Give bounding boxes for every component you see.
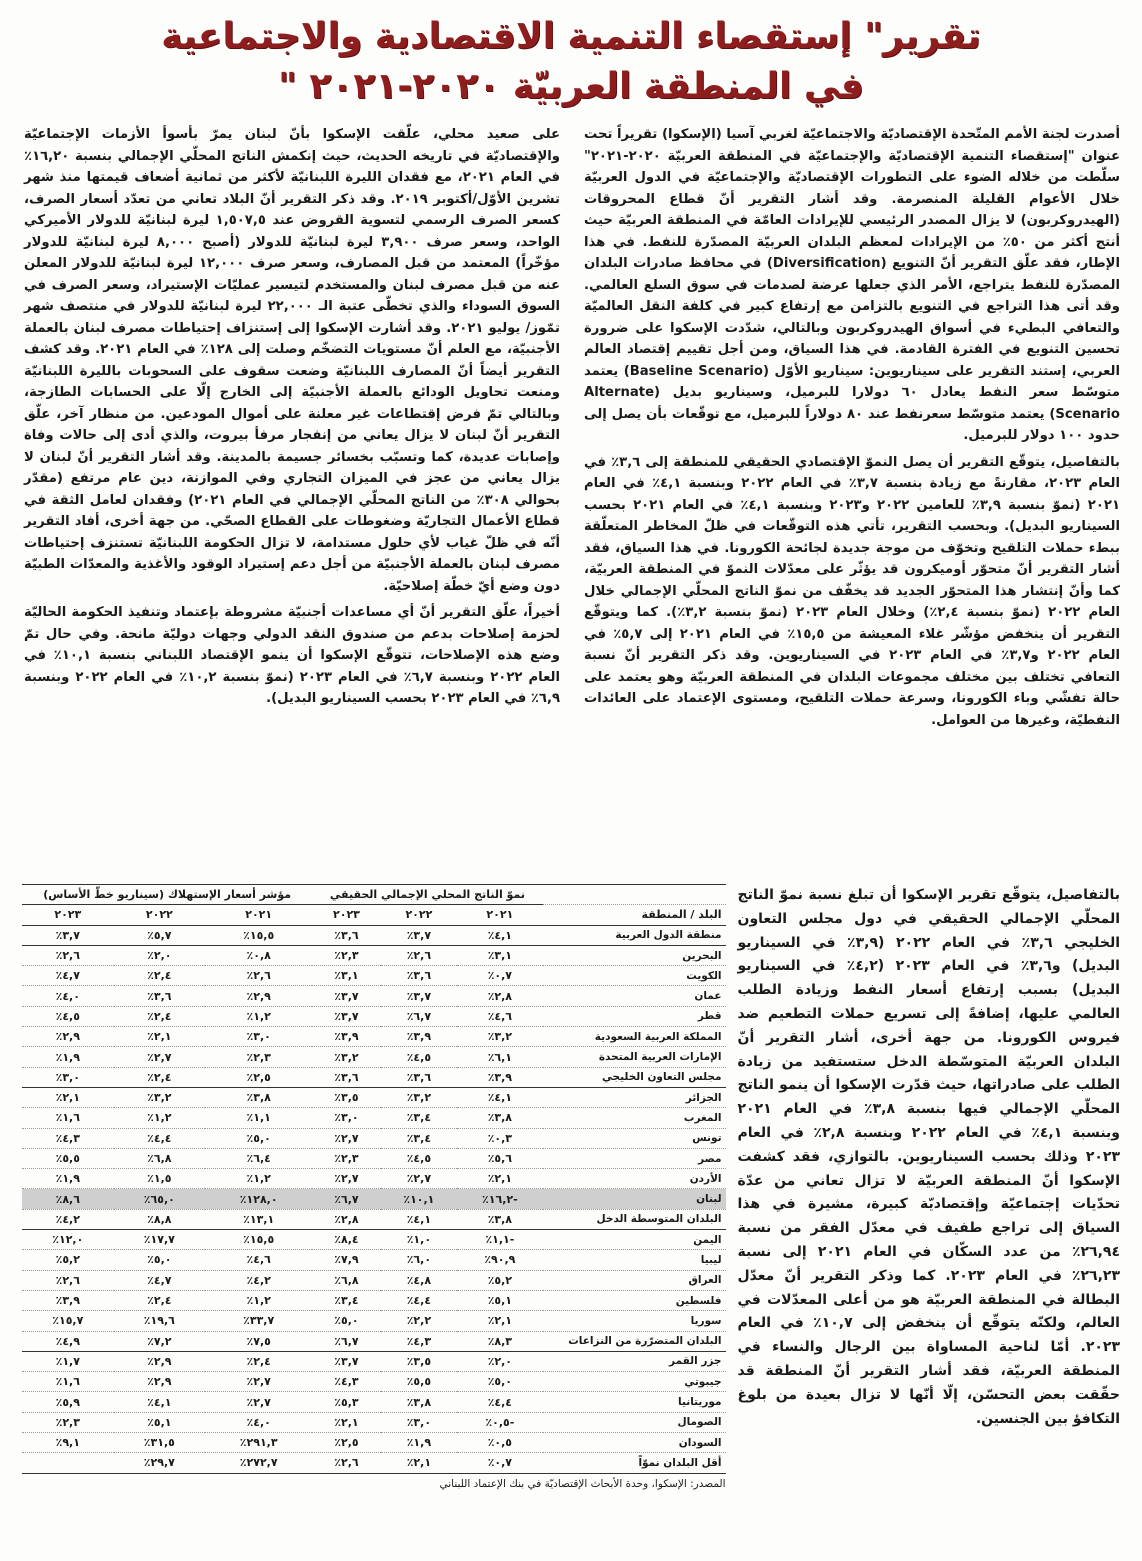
country-cell: تونس [543,1128,726,1148]
country-cell: الصومال [543,1412,726,1432]
cpi-cell: ١,٢٪ [205,1290,312,1310]
gdp-cell: ٢,١٪ [312,1412,380,1432]
gdp-cell: ٣,٤٪ [312,1290,380,1310]
country-cell: موريتانيا [543,1392,726,1412]
country-cell: مصر [543,1148,726,1168]
country-cell: الأردن [543,1169,726,1189]
table-row [22,925,726,945]
gdp-cell: -٠,٥٪ [457,1412,542,1432]
country-cell: الجزائر [543,1087,726,1107]
cpi-cell: ٥,٧٪ [114,925,205,945]
cpi-cell: ٦,٨٪ [114,1148,205,1168]
gdp-cell: ٢,٧٪ [381,1169,458,1189]
table-row [22,1453,726,1473]
gdp-cell: ٣,٨٪ [381,1392,458,1412]
gdp-cell: ٦,١٪ [457,1047,542,1067]
cpi-cell: ٣,٠٪ [22,1067,114,1087]
country-cell: جيبوتي [543,1372,726,1392]
table-row [22,1392,726,1412]
gdp-cell: ٥,٥٪ [381,1372,458,1392]
page-title-line1: تقرير" إستقصاء التنمية الاقتصادية والاجتماعية [161,16,981,57]
table-row [22,1372,726,1392]
page-title-line2: في المنطقة العربيّة ٢٠٢٠-٢٠٢١ " [278,66,864,107]
table-row [22,1148,726,1168]
country-cell: اليمن [543,1230,726,1250]
table-col-country: البلد / المنطقة [543,905,726,925]
gdp-cell: ٢,٧٪ [312,1169,380,1189]
table-col-year: ٢٠٢٣ [22,905,114,925]
country-cell: البلدان المتوسطة الدخل [543,1209,726,1229]
cpi-cell: ٤,٩٪ [22,1331,114,1351]
table-group-gdp: نموّ الناتج المحلي الإجمالي الحقيقي [312,885,542,905]
cpi-cell: ٢,٦٪ [22,945,114,965]
cpi-cell: ٤,٦٪ [205,1250,312,1270]
country-cell: ليبيا [543,1250,726,1270]
lower-section [22,884,1120,1524]
country-cell: الكويت [543,966,726,986]
cpi-cell: ٢,٤٪ [114,1290,205,1310]
cpi-cell: ٤,٤٪ [114,1128,205,1148]
cpi-cell: ٢,٣٪ [205,1047,312,1067]
gdp-cell: ٣,١٪ [312,966,380,986]
gdp-cell: ٣,٦٪ [312,925,380,945]
country-cell: عمان [543,986,726,1006]
gdp-cell: ٣,٦٪ [381,966,458,986]
gdp-cell: ٤,١٪ [381,1209,458,1229]
cpi-cell: ٢,١٪ [22,1087,114,1107]
gdp-cell: ٥,٣٪ [312,1392,380,1412]
gdp-cell: ٦,٠٪ [381,1250,458,1270]
cpi-cell: ١٧,٧٪ [114,1230,205,1250]
gdp-cell: ٤,٣٪ [312,1372,380,1392]
gdp-cell: ٥,١٪ [457,1290,542,1310]
cpi-cell: ٢,٤٪ [114,1067,205,1087]
gdp-cell: ٤,١٪ [457,925,542,945]
cpi-cell: ٣١,٥٪ [114,1433,205,1453]
table-row [22,1128,726,1148]
cpi-cell: ٤,٠٪ [22,986,114,1006]
cpi-cell: ٥,٩٪ [22,1392,114,1412]
cpi-cell: ٥,١٪ [114,1412,205,1432]
cpi-cell: ٢,٩٪ [114,1351,205,1371]
table-row [22,1331,726,1351]
gdp-cell: ٣,٥٪ [312,1087,380,1107]
table-row [22,1311,726,1331]
country-cell: جزر القمر [543,1351,726,1371]
table-col-year: ٢٠٢٣ [312,905,380,925]
gdp-cell: ٥,٢٪ [457,1270,542,1290]
gdp-cell: ٢,٣٪ [312,945,380,965]
cpi-cell: ٣,٢٪ [114,1087,205,1107]
cpi-cell: ٢,٤٪ [114,966,205,986]
gdp-cell: ٦,٧٪ [312,1189,380,1209]
right-column [584,124,1120,884]
cpi-cell: ٤,٧٪ [22,966,114,986]
gdp-cell: ٢,١٪ [457,1169,542,1189]
gdp-cell: ٥,٦٪ [457,1148,542,1168]
gdp-cell: ٣,٦٪ [381,1067,458,1087]
cpi-cell: ١,٩٪ [22,1169,114,1189]
gdp-cell: ٢,٠٪ [457,1351,542,1371]
table-row [22,1290,726,1310]
table-row [22,945,726,965]
gdp-cell: ٠,٧٪ [457,966,542,986]
cpi-cell: ٢,٩٪ [22,1027,114,1047]
cpi-cell: ١٢٨,٠٪ [205,1189,312,1209]
paragraph: بالتفاصيل، يتوقّع التقرير أن يصل النموّ الإقتصادي الحقيقي للمنطقة إلى ٣,٦٪ في العام ٢٠٢٣، مقارنةً مع زيادة بنسبة ٣,٧٪ في العام ٢٠٢٢ وبنسبة ٤,١٪ في العام ٢٠٢١ (نموّ بنسبة ٣,٩٪ للعامين ٢٠٢٢ و٢٠٢٣ وبنسبة ٤,١٪ في العام ٢٠٢١ بحسب السيناريو البديل). وبحسب التقرير، تأتي هذه التوقّعات في ظلّ المخاطر المتعلّقة ببطء حملات التلقيح وتخوّف من موجة جديدة لجائحة الكورونا. في هذا السياق، فقد أشار التقرير أنّ متحوّر أوميكرون قد يؤثّر على معدّلات النموّ في المنطقة العربيّة، كما وأنّ إنتشار هذا المتحوّر الجديد قد يخفّف من نموّ الناتج المحلّي الإجمالي خلال العام ٢٠٢٢ (نموّ بنسبة ٢,٤٪) وخلال العام ٢٠٢٣ (نموّ بنسبة ٣,٢٪). كما ويتوقّع التقرير أن ينخفض مؤشّر غلاء المعيشة من ١٥,٥٪ في العام ٢٠٢١ إلى ٥,٧٪ في العام ٢٠٢٢ و٣,٧٪ في العام ٢٠٢٣ في السيناريوين. وقد ذكر التقرير أنّ نسبة التعافي تختلف بين مختلف مجموعات البلدان في المنطقة العربيّة وهو يعتمد على حالة تفشّي وباء الكورونا، وسرعة حملات التلقيح، ومستوى الإعتماد على العائدات النفطيّة، وغيرها من العوامل. [584,454,1121,728]
gdp-cell: -١٦,٢٪ [457,1189,542,1209]
paragraph: أصدرت لجنة الأمم المتّحدة الإقتصاديّة والاجتماعيّة لغربي آسيا (الإسكوا) تقريراً تحت عنوان "إستقصاء التنمية الإقتصاديّة والإجتماعيّة في المنطقة العربيّة ٢٠٢٠-٢٠٢١" سلّطت من خلاله الضوء على التطورات الإقتصاديّة والإجتماعيّة في الدول العربيّة خلال الأعوام القليلة المنصرمة. وقد أشار التقرير أنّ قطاع المحروقات (الهيدروكربون) لا يزال المصدر الرئيسي للإيرادات العامّة في المنطقة العربيّة حيث أنتج أكثر من ٥٠٪ من الإيرادات لمعظم البلدان العربيّة المصدّرة للنفط. في هذا الإطار، فقد علّق التقرير أنّ التنويع (Diversification) في محافظ صادرات البلدان المصدّرة للنفط يتراجع، الأمر الذي جعلها عرضة لصدمات في سوق السلع العالمي. وقد أتى هذا التراجع في التنويع بالتزامن مع إرتفاع كبير في كلفة النقل العالميّة والتعافي البطيء في أسواق الهيدروكربون وبالتالي، شدّدت الإسكوا على ضرورة تحسين التنويع في الفترة القادمة. في هذا السياق، ومن أجل تقييم إقتصاد العالم العربي، إستند التقرير على سيناريوين: سيناريو الأوّل (Baseline Scenario) يعتمد متوسّط سعر النفط يعادل ٦٠ دولارا للبرميل، وسيناريو بديل (Alternate Scenario) يعتمد متوسّط سعرنفط عند ٨٠ دولاراً للبرميل، مع توقّعات بأن يصل إلى حدود ١٠٠ دولار للبرميل. [584,127,1120,443]
gdp-cell: ٢,٧٪ [312,1128,380,1148]
cpi-cell: ١,٦٪ [22,1108,114,1128]
country-cell: الإمارات العربية المتحدة [543,1047,726,1067]
gdp-cell: ٤,٦٪ [457,1006,542,1026]
cpi-cell: ٤,٠٪ [205,1412,312,1432]
cpi-cell: ١,٦٪ [22,1372,114,1392]
cpi-cell: ٥,٠٪ [205,1128,312,1148]
gdp-cell: ٧,٩٪ [312,1250,380,1270]
country-cell: فلسطين [543,1290,726,1310]
gdp-cell: ٠,٣٪ [457,1128,542,1148]
gdp-cell: ٢,٨٪ [457,986,542,1006]
gdp-cell: ٢,٦٪ [381,945,458,965]
cpi-cell: ٢,٧٪ [205,1372,312,1392]
cpi-cell: ٣,٨٪ [205,1087,312,1107]
country-cell: العراق [543,1270,726,1290]
table-row [22,1169,726,1189]
gdp-cell: ٣,٠٪ [312,1108,380,1128]
cpi-cell: ٣٣,٧٪ [205,1311,312,1331]
cpi-cell: ٤,٢٪ [22,1209,114,1229]
cpi-cell: ٢٩١,٣٪ [205,1433,312,1453]
gdp-cell: ٣,٦٪ [312,1067,380,1087]
paragraph: أخيراً، علّق التقرير أنّ أي مساعدات أجنبيّة مشروطة بإعتماد وتنفيذ الحكومة الحاليّة لحزمة إصلاحات بدعم من صندوق النقد الدولي وجهات دوليّة مانحة. وفي حال تمّ وضع هذه الإصلاحات، تتوقّع الإسكوا أن ينمو الإقتصاد اللبناني بنسبة ١٠,١٪ في العام ٢٠٢٢ وبنسبة ٦,٧٪ في العام ٢٠٢٣ (نموّ بنسبة ١٠,٢٪ في العام ٢٠٢٢ وبنسبة ٦,٩٪ في العام ٢٠٢٣ بحسب السيناريو البديل). [24,605,561,706]
gdp-cell: ٢,٦٪ [312,1453,380,1473]
left-column [24,124,560,884]
cpi-cell: ١٥,٧٪ [22,1311,114,1331]
gdp-cell: ٤,٤٪ [457,1392,542,1412]
cpi-cell: ١٩,٦٪ [114,1311,205,1331]
gdp-cell: ٤,٥٪ [381,1047,458,1067]
table-wrapper [22,884,726,1524]
gdp-cell: ٦,٧٪ [381,1006,458,1026]
cpi-cell: ١,٧٪ [22,1351,114,1371]
cpi-cell: ٢,٤٪ [114,1006,205,1026]
gdp-cell: ٣,٧٪ [312,1006,380,1026]
cpi-cell: ٨,٨٪ [114,1209,205,1229]
gdp-cell: ٣,٤٪ [381,1128,458,1148]
cpi-cell: ٥,٢٪ [22,1250,114,1270]
country-cell: المملكة العربية السعودية [543,1027,726,1047]
gdp-cell: ٣,٩٪ [457,1067,542,1087]
table-row [22,1087,726,1107]
gdp-cell: ١,٠٪ [381,1230,458,1250]
gdp-cell: ٣,٨٪ [457,1108,542,1128]
gdp-cell: ٣,٧٪ [312,986,380,1006]
cpi-cell: ٢,١٪ [114,1027,205,1047]
table-row [22,1230,726,1250]
gdp-cell: ٢,٥٪ [312,1433,380,1453]
cpi-cell: ٢,٦٪ [22,1270,114,1290]
cpi-cell: ١,٢٪ [205,1169,312,1189]
gdp-cell: ٥,٠٪ [312,1311,380,1331]
gdp-cell: ٤,٥٪ [381,1148,458,1168]
cpi-cell: ١,٢٪ [114,1108,205,1128]
cpi-cell: ٢,٤٪ [205,1351,312,1371]
table-row [22,1209,726,1229]
cpi-cell: ٧,٥٪ [205,1331,312,1351]
table-row [22,1351,726,1371]
cpi-cell: ٢,٩٪ [114,1372,205,1392]
country-cell: البلدان المتضرّرة من النزاعات [543,1331,726,1351]
gdp-cell: ٣,٤٪ [381,1108,458,1128]
cpi-cell [22,1453,114,1473]
cpi-cell: ٢,٣٪ [22,1412,114,1432]
gdp-cell: ٦,٧٪ [312,1331,380,1351]
country-cell: قطر [543,1006,726,1026]
gdp-cell: ١,٩٪ [381,1433,458,1453]
table-row [22,1270,726,1290]
table-row [22,966,726,986]
cpi-cell: ١,٥٪ [114,1169,205,1189]
title-block [22,12,1120,124]
table-row [22,1108,726,1128]
cpi-cell: ١٢,٠٪ [22,1230,114,1250]
gdp-cell: ٤,٨٪ [381,1270,458,1290]
table-row [22,1027,726,1047]
cpi-cell: ٣,٠٪ [205,1027,312,1047]
gdp-cell: ٣,٧٪ [381,925,458,945]
economic-indicators-table [22,884,726,1474]
table-col-year: ٢٠٢١ [205,905,312,925]
gdp-cell: ١٠,١٪ [381,1189,458,1209]
country-cell: أقل البلدان نموّاً [543,1453,726,1473]
table-row [22,1067,726,1087]
article-columns [22,124,1120,884]
cpi-cell: ٤,٢٪ [205,1270,312,1290]
cpi-cell: ٥,٠٪ [114,1250,205,1270]
cpi-cell: ١٣,١٪ [205,1209,312,1229]
gdp-cell: ٤,٤٪ [381,1290,458,1310]
cpi-cell: ٢,٦٪ [205,966,312,986]
gdp-cell: ٣,٨٪ [457,1209,542,1229]
cpi-cell: ٤,٧٪ [114,1270,205,1290]
gdp-cell: ٩٠,٩٪ [457,1250,542,1270]
gdp-cell: ٤,١٪ [457,1087,542,1107]
cpi-cell: ٠,٨٪ [205,945,312,965]
table-header-empty [543,885,726,905]
gdp-cell: ٢,٨٪ [312,1209,380,1229]
paragraph: على صعيد محلي، علّقت الإسكوا بأنّ لبنان يمرّ بأسوأ الأزمات الإجتماعيّة والإقتصاديّة في تاريخه الحديث، حيث إنكمش الناتج المحلّي الإجمالي بنسبة ١٦,٢٠٪ في العام ٢٠٢١، مع فقدان الليرة اللبنانيّة لأكثر من ثمانية أضعاف قيمتها منذ شهر تشرين الأوّل/أكتوبر ٢٠١٩. وقد ذكر التقرير أنّ البلاد تعاني من تعدّد أسعار الصرف، كسعر الصرف الرسمي لتسوية القروض عند ١,٥٠٧,٥ ليرة لبنانيّة للدولار الأميركي الواحد، وسعر صرف ٣,٩٠٠ ليرة لبنانيّة للدولار (أصبح ٨,٠٠٠ ليرة لبنانيّة للدولار مؤخّراً) المعتمد من قبل المصارف، وسعر صرف ١٢,٠٠٠ ليرة لبنانيّة للدولار المعلن عنه من قبل مصرف لبنان والمستخدم لتيسير عمليّات الإستيراد، وسعر الصرف في السوق السوداء والذي تخطّى عتبة الـ ٢٢,٠٠٠ ليرة لبنانيّة للدولار في منتصف شهر تمّوز/ يوليو ٢٠٢١. وقد أشارت الإسكوا إلى إستنزاف إحتياطات مصرف لبنان بالعملة الأجنبيّة، مع العلم أنّ مستويات التضخّم وصلت إلى ١٢٨٪ في العام ٢٠٢١. وقد كشف التقرير أيضاً أنّ المصارف اللبنانيّة وضعت سقوف على السحوبات بالليرة اللبنانيّة ومنعت تحاويل الودائع بالعملة الأجنبيّة إلى الخارج إلّا على الحسابات الطازجة، وبالتالي تمّ فرض إقتطاعات غير معلنة على أموال المودعين. من منظار آخر، علّق التقرير أنّ لبنان لا يزال يعاني من إنفجار مرفأ بيروت، والذي أدى إلى حالات وفاة وإصابات عديدة، كما وتسبّب بخسائر جسيمة بالمدينة. وقد أشار التقرير أنّ لبنان لا يزال يعاني من عجز في الميزان التجاري وفي الموازنة، دين عام مرتفع (مقدّر بحوالي ٣٠٨٪ من الناتج المحلّي الإجمالي في العام ٢٠٢١) وفقدان لعامل الثقة في قطاع الأعمال التجاريّة وضغوطات على القطاع الصحّي. من جهة أخرى، أفاد التقرير أنّه في ظلّ غياب لأي حلول مستدامة، لا تزال الحكومة اللبنانيّة تستنزف إحتياطات مصرف لبنان بالعملة الأجنبيّة من أجل دعم إستيراد الوقود والأغذية والمعدّات الطبيّة دون وضع أيّ خطّة إصلاحيّة. [24,127,561,594]
cpi-cell: ٦٥,٠٪ [114,1189,205,1209]
cpi-cell: ٤,١٪ [114,1392,205,1412]
table-row [22,1250,726,1270]
cpi-cell: ٤,٥٪ [22,1006,114,1026]
table-group-cpi: مؤشر أسعار الإستهلاك (سيناريو خطّ الأساس) [22,885,312,905]
table-body [22,925,726,1473]
gdp-cell: ٣,٩٪ [312,1027,380,1047]
gdp-cell: -١,١٪ [457,1230,542,1250]
table-col-year: ٢٠٢١ [457,905,542,925]
gdp-cell: ٣,٧٪ [381,986,458,1006]
table-row [22,1189,726,1209]
cpi-cell: ٩,١٪ [22,1433,114,1453]
cpi-cell: ٢,٧٪ [114,1047,205,1067]
table-row [22,1047,726,1067]
table-col-year: ٢٠٢٢ [381,905,458,925]
country-cell: السودان [543,1433,726,1453]
cpi-cell: ١٥,٥٪ [205,1230,312,1250]
cpi-cell: ٧,٢٪ [114,1331,205,1351]
gdp-cell: ٣,٠٪ [381,1412,458,1432]
country-cell: المغرب [543,1108,726,1128]
gdp-cell: ٦,٨٪ [312,1270,380,1290]
gdp-cell: ٣,٢٪ [381,1087,458,1107]
cpi-cell: ٢,٧٪ [205,1392,312,1412]
cpi-cell: ٨,٦٪ [22,1189,114,1209]
country-cell: لبنان [543,1189,726,1209]
table-col-year: ٢٠٢٢ [114,905,205,925]
table-row [22,1006,726,1026]
cpi-cell: ٦,٤٪ [205,1148,312,1168]
cpi-cell: ٢,٠٪ [114,945,205,965]
gdp-cell: ٣,٢٪ [312,1047,380,1067]
gdp-cell: ٤,٣٪ [381,1331,458,1351]
cpi-cell: ١,١٪ [205,1108,312,1128]
gdp-cell: ٢,١٪ [457,1311,542,1331]
gdp-cell: ٣,٥٪ [381,1351,458,1371]
gdp-cell: ٢,٢٪ [381,1311,458,1331]
cpi-cell: ١,٩٪ [22,1047,114,1067]
country-cell: البحرين [543,945,726,965]
cpi-cell: ٢٩,٧٪ [114,1453,205,1473]
table-row [22,986,726,1006]
lower-right-text: بالتفاصيل، يتوقّع تقرير الإسكوا أن تبلغ نسبة نموّ الناتج المحلّي الإجمالي الحقيقي في دول مجلس التعاون الخليجي ٣,٦٪ في العام ٢٠٢٢ (٣,٩٪ في السيناريو البديل) و٣,٦٪ في العام ٢٠٢٣ (٤,٢٪ في السيناريو البديل) بسبب إرتفاع أسعار النفط وزيادة الطلب العالمي عليها، إضافةً إلى تسريع حملات التطعيم ضد فيروس الكورونا. من جهة أخرى، أشار التقرير أنّ البلدان العربيّة المتوسّطة الدخل ستستفيد من زيادة الطلب على صادراتها، حيث قدّرت الإسكوا أن ينمو الناتج المحلّي الإجمالي فيها بنسبة ٣,٨٪ في العام ٢٠٢١ وبنسبة ٤,١٪ في العام ٢٠٢٢ وبنسبة ٢,٨٪ في العام ٢٠٢٣ وذلك بحسب السيناريوين. بالتوازي، فقد كشفت الإسكوا أنّ المنطقة العربيّة لا تزال تعاني من عدّة تحدّيات إجتماعيّة وإقتصاديّة كبيرة، مشيرة في هذا السياق إلى تراجع طفيف في معدّل الفقر من نسبة ٢٦,٩٤٪ من عدد السكّان في العام ٢٠٢١ إلى نسبة ٢٦,٢٣٪ في العام ٢٠٢٣. كما وذكر التقرير أنّ معدّل البطالة في المنطقة العربيّة هو من أعلى المعدّلات في العالم، ولكنّه يتوقّع أن ينخفض إلى ١٠,٧٪ في العام ٢٠٢٣. أمّا لناحية المساواة بين الرجال والنساء في المنطقة العربيّة، فقد أشار التقرير أنّ المنطقة قد حقّقت بعض التحسّن، إلّا أنّها لا تزال بعيدة من بلوغ التكافؤ بين الجنسين. [737,887,1121,1427]
country-cell: سوريا [543,1311,726,1331]
table-source: المصدر: الإسكوا، وحدة الأبحاث الإقتصاديّة في بنك الإعتماد اللبناني [439,1477,726,1490]
gdp-cell: ٢,١٪ [381,1453,458,1473]
gdp-cell: ٨,٣٪ [457,1331,542,1351]
gdp-cell: ٢,٣٪ [312,1148,380,1168]
gdp-cell: ٣,٧٪ [312,1351,380,1371]
gdp-cell: ٨,٤٪ [312,1230,380,1250]
cpi-cell: ١٥,٥٪ [205,925,312,945]
cpi-cell: ٤,٣٪ [22,1128,114,1148]
country-cell: منطقة الدول العربية [543,925,726,945]
gdp-cell: ٣,٩٪ [381,1027,458,1047]
cpi-cell: ١,٢٪ [205,1006,312,1026]
gdp-cell: ٣,٢٪ [457,1027,542,1047]
cpi-cell: ٣,٧٪ [22,925,114,945]
country-cell: مجلس التعاون الخليجي [543,1067,726,1087]
table-row [22,1412,726,1432]
cpi-cell: ٢,٩٪ [205,986,312,1006]
gdp-cell: ٥,٠٪ [457,1372,542,1392]
cpi-cell: ٣,٦٪ [114,986,205,1006]
cpi-cell: ٢٧٢,٧٪ [205,1453,312,1473]
cpi-cell: ٣,٩٪ [22,1290,114,1310]
table-row [22,1433,726,1453]
gdp-cell: ٣,١٪ [457,945,542,965]
gdp-cell: ٠,٧٪ [457,1453,542,1473]
gdp-cell: ٠,٥٪ [457,1433,542,1453]
cpi-cell: ٥,٥٪ [22,1148,114,1168]
cpi-cell: ٢,٥٪ [205,1067,312,1087]
